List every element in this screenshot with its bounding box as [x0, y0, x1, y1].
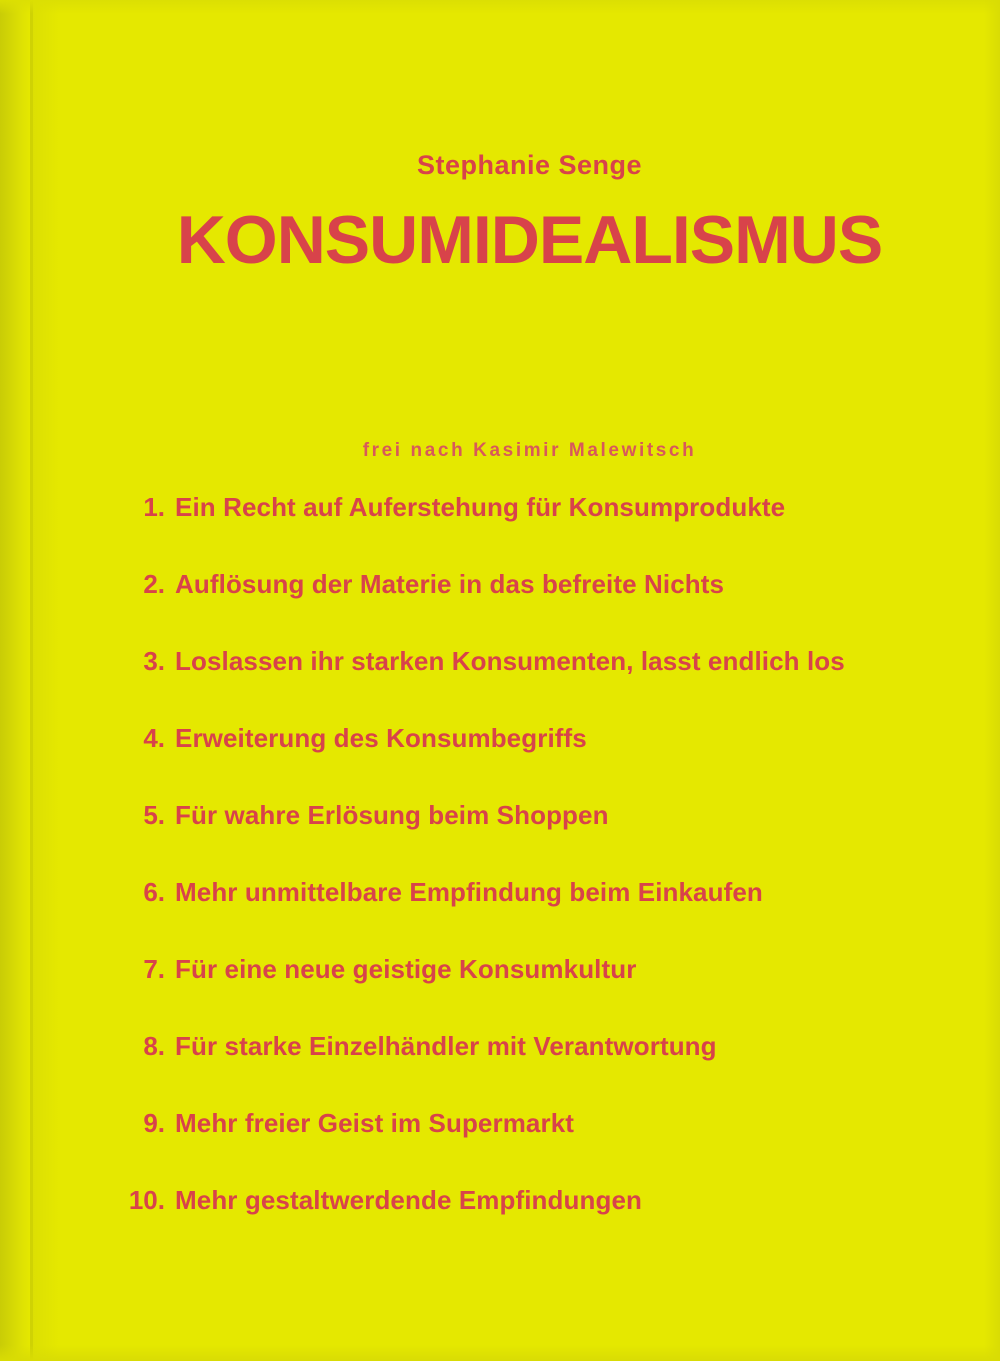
list-item-text: Ein Recht auf Auferstehung für Konsumprodukte [175, 492, 786, 522]
list-item-text: Auflösung der Materie in das befreite Nichts [175, 569, 725, 599]
cover-content [59, 0, 1000, 1361]
list-item [59, 800, 1000, 877]
list-item-text: Mehr freier Geist im Supermarkt [175, 1108, 575, 1138]
list-item-number: 3. [143, 646, 165, 676]
book-subtitle: frei nach Kasimir Malewitsch [362, 440, 697, 461]
list-item-text: Mehr gestaltwerdende Empfindungen [175, 1185, 643, 1215]
list-item-number: 5. [143, 800, 165, 830]
author-name: Stephanie Senge [416, 150, 643, 180]
manifesto-list [59, 492, 1000, 1262]
list-item-text: Mehr unmittelbare Empfindung beim Einkaufen [175, 877, 763, 907]
list-item-number: 7. [143, 954, 165, 984]
list-item [59, 954, 1000, 1031]
list-item [59, 1108, 1000, 1185]
list-item-number: 1. [143, 492, 165, 522]
list-item [59, 646, 1000, 723]
list-item-number: 4. [143, 723, 165, 753]
book-title: KONSUMIDEALISMUS [176, 202, 883, 278]
list-item-text: Loslassen ihr starken Konsumenten, lasst endlich los [175, 646, 845, 676]
book-spine-highlight [33, 0, 59, 1361]
list-item-text: Für wahre Erlösung beim Shoppen [175, 800, 609, 830]
book-spine-shadow [0, 0, 30, 1361]
list-item-number: 2. [143, 569, 165, 599]
list-item [59, 492, 1000, 569]
list-item [59, 1185, 1000, 1262]
list-item-number: 10. [128, 1185, 165, 1215]
list-item-number: 9. [143, 1108, 165, 1138]
list-item-number: 8. [143, 1031, 165, 1061]
list-item [59, 569, 1000, 646]
list-item [59, 1031, 1000, 1108]
list-item-number: 6. [143, 877, 165, 907]
list-item-text: Erweiterung des Konsumbegriffs [175, 723, 587, 753]
list-item [59, 877, 1000, 954]
list-item [59, 723, 1000, 800]
list-item-text: Für starke Einzelhändler mit Verantwortung [175, 1031, 717, 1061]
list-item-text: Für eine neue geistige Konsumkultur [175, 954, 637, 984]
